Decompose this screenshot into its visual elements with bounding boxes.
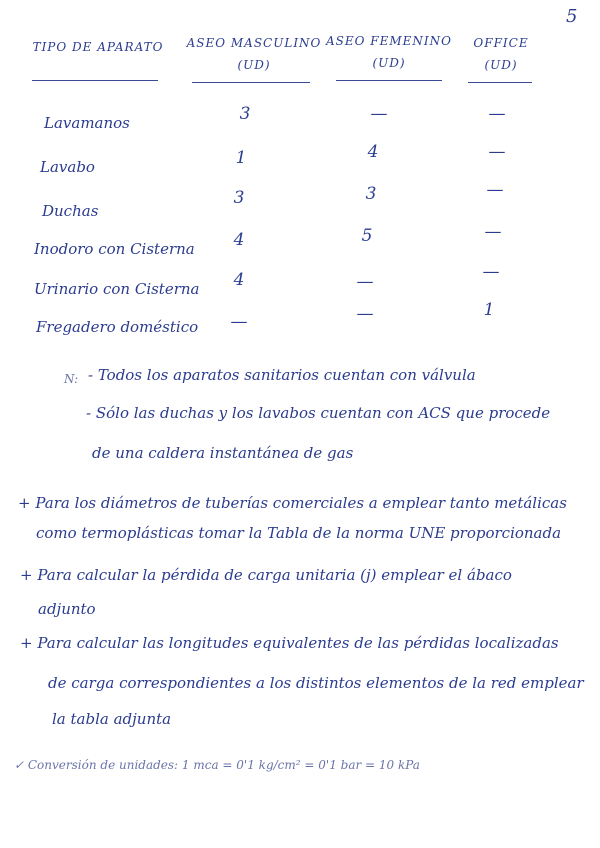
- header-underline: [192, 82, 310, 83]
- header-aseo-femenino: [326, 30, 452, 74]
- bullet-line: + Para calcular la pérdida de carga unitaria (j) emplear el ábaco: [20, 566, 512, 584]
- cell-masculino: 3: [233, 188, 245, 208]
- row-label: Duchas: [42, 202, 99, 220]
- row-label: Urinario con Cisterna: [34, 280, 200, 298]
- cell-office: —: [486, 180, 504, 200]
- bullet-line: + Para los diámetros de tuberías comerciales a emplear tanto metálicas: [18, 494, 567, 512]
- header-underline: [32, 80, 158, 81]
- note-line: - Sólo las duchas y los lavabos cuentan con ACS que procede: [86, 404, 551, 422]
- header-underline: [336, 80, 442, 81]
- cell-masculino: —: [230, 312, 248, 332]
- cell-femenino: —: [370, 104, 388, 124]
- cell-femenino: —: [356, 304, 374, 324]
- header-unit: (UD): [237, 58, 271, 72]
- bullet-line: + Para calcular las longitudes equivalentes de las pérdidas localizadas: [20, 634, 559, 652]
- cell-masculino: 4: [233, 230, 245, 250]
- cell-femenino: —: [356, 272, 374, 292]
- cell-femenino: 4: [367, 142, 379, 162]
- row-label: Lavamanos: [44, 114, 130, 132]
- row-label: Fregadero doméstico: [36, 318, 199, 336]
- cell-masculino: 3: [239, 104, 251, 124]
- header-tipo-aparato: [28, 36, 168, 58]
- bullet-line: de carga correspondientes a los distintos elementos de la red emplear: [48, 674, 584, 692]
- header-unit: (UD): [484, 58, 518, 72]
- unit-conversion-note: ✓ Conversión de unidades: 1 mca = 0'1 kg/cm² = 0'1 bar = 10 kPa: [14, 758, 420, 772]
- cell-office: 1: [483, 300, 495, 320]
- cell-femenino: 5: [361, 226, 373, 246]
- cell-office: —: [484, 222, 502, 242]
- cell-office: —: [482, 262, 500, 282]
- notes-prefix: N:: [64, 372, 79, 386]
- bullet-line: adjunto: [38, 600, 96, 618]
- bullet-line: como termoplásticas tomar la Tabla de la norma UNE proporcionada: [36, 524, 562, 542]
- bullet-line: la tabla adjunta: [52, 710, 172, 728]
- row-label: Lavabo: [40, 158, 95, 176]
- header-line: ASEO FEMENINO: [326, 34, 453, 48]
- header-unit: (UD): [372, 56, 406, 70]
- cell-masculino: 1: [235, 148, 247, 168]
- note-line: de una caldera instantánea de gas: [92, 444, 354, 462]
- header-office: [466, 32, 536, 76]
- header-underline: [468, 82, 532, 83]
- cell-office: —: [488, 142, 506, 162]
- header-line: ASEO MASCULINO: [186, 36, 322, 50]
- cell-femenino: 3: [365, 184, 377, 204]
- cell-office: —: [488, 104, 506, 124]
- header-line: TIPO DE APARATO: [32, 40, 164, 54]
- note-line: - Todos los aparatos sanitarios cuentan con válvula: [88, 366, 476, 384]
- header-line: OFFICE: [473, 36, 529, 50]
- cell-masculino: 4: [233, 270, 245, 290]
- page-number: 5: [566, 6, 578, 27]
- header-aseo-masculino: [186, 32, 322, 76]
- row-label: Inodoro con Cisterna: [34, 240, 195, 258]
